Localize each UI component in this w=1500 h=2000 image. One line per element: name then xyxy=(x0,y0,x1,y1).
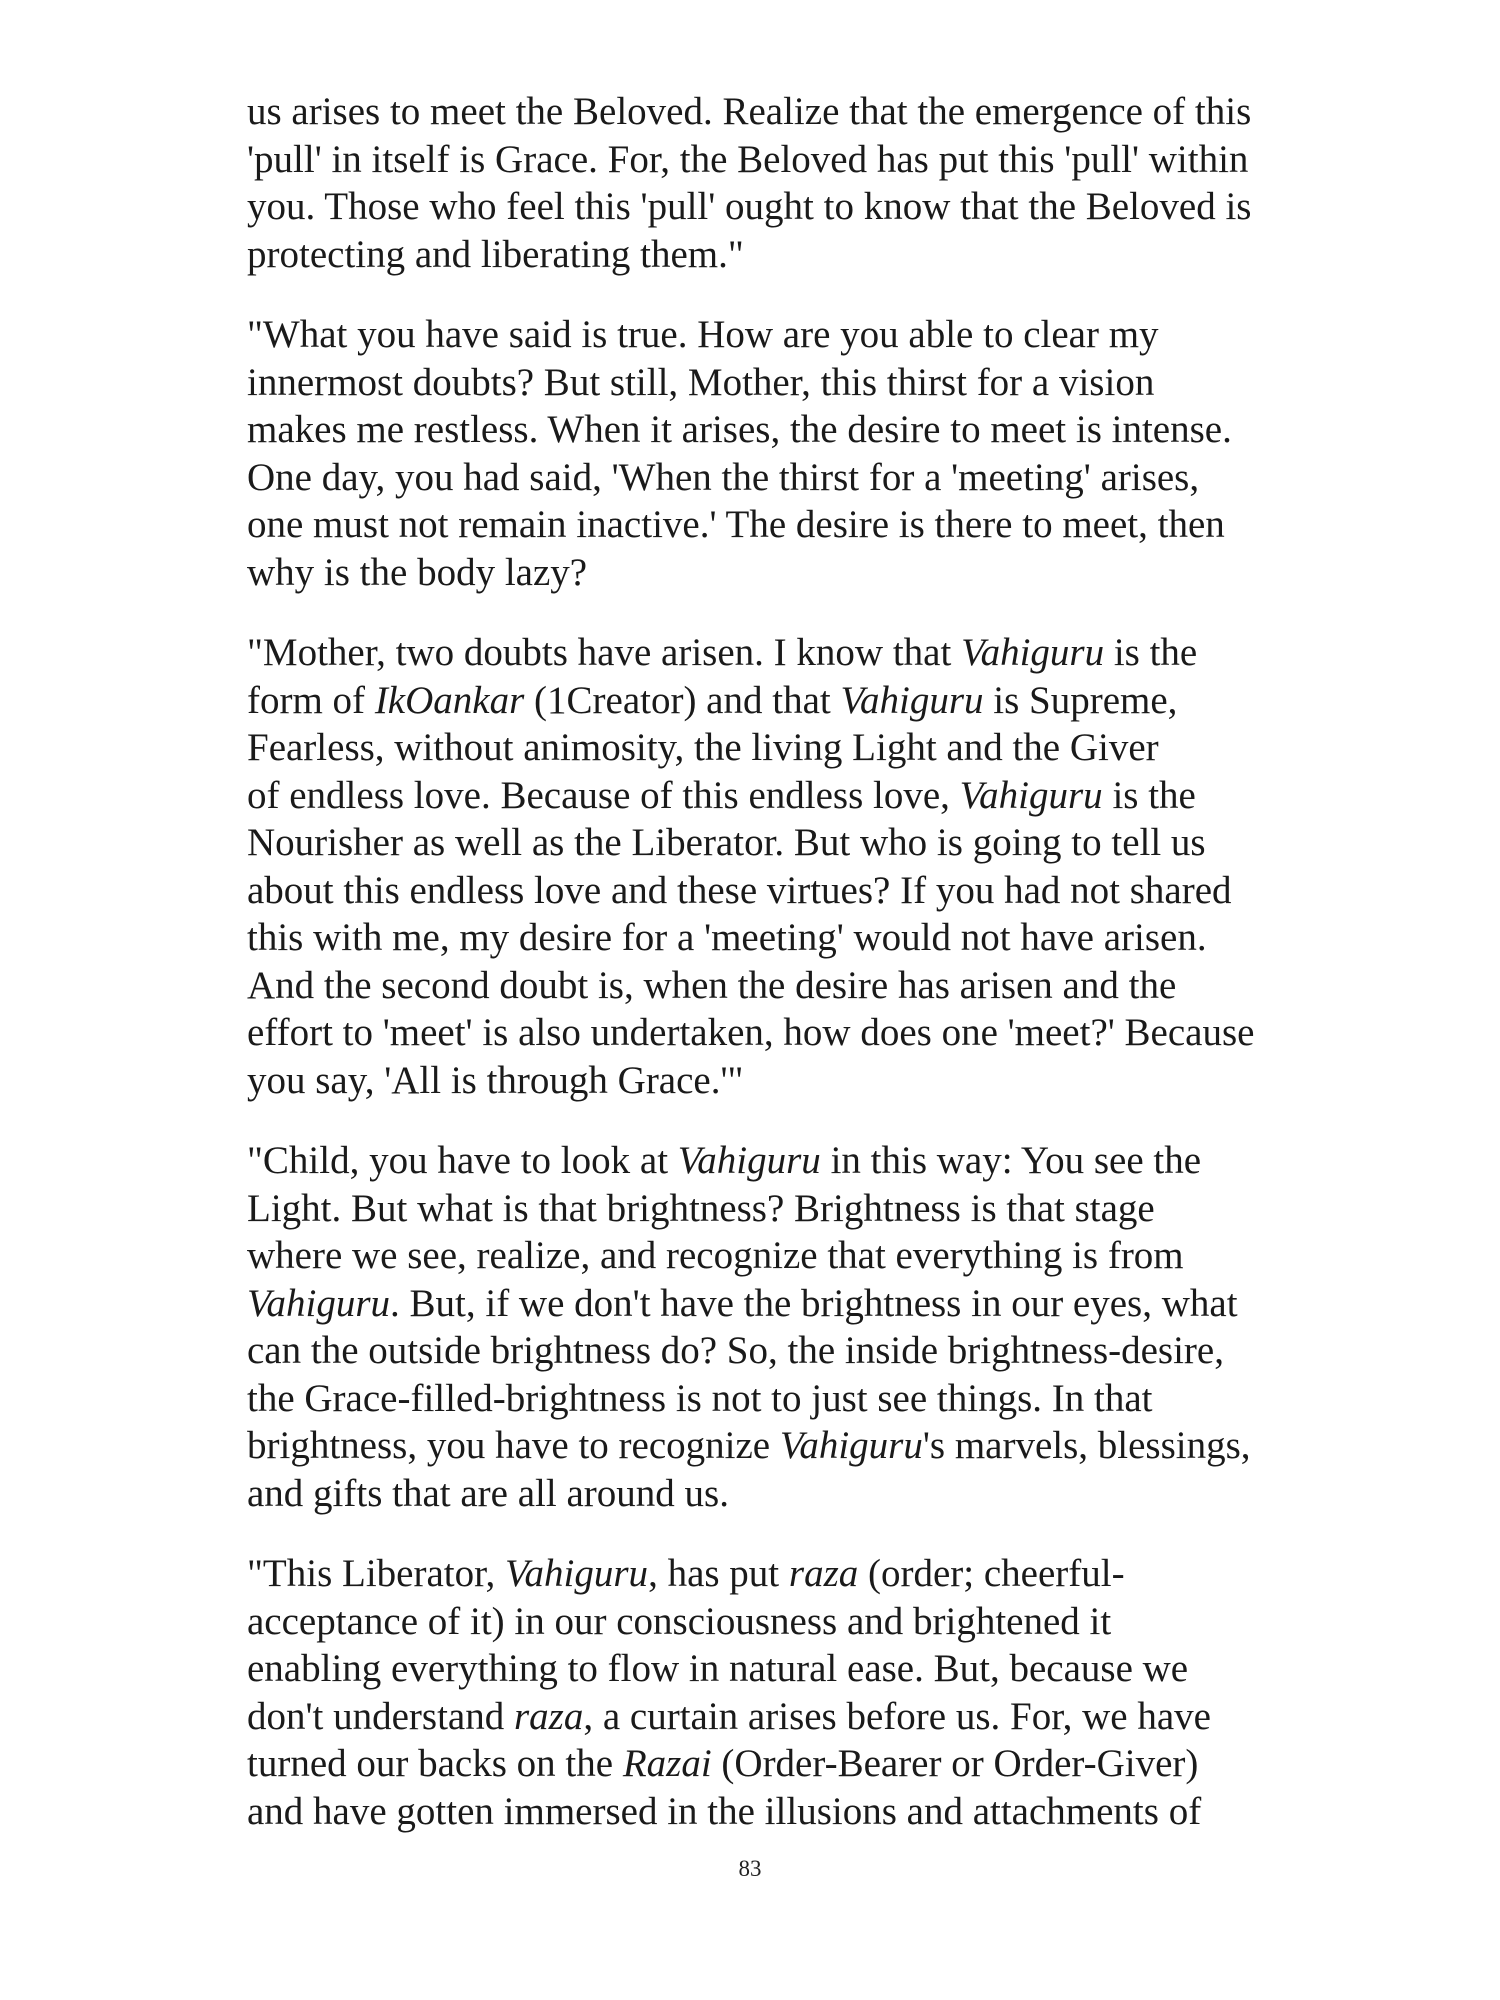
italic-term: raza xyxy=(788,1552,859,1595)
text-line xyxy=(247,88,1297,136)
text-line xyxy=(247,359,1297,407)
italic-term: IkOankar xyxy=(374,678,525,722)
text-line xyxy=(247,962,1297,1010)
text-segment: the Grace-filled-brightness is not to just see things. In that xyxy=(247,1376,1153,1420)
text-segment: Fearless, without animosity, the living Light and the Giver xyxy=(247,726,1159,769)
text-segment: (1Creator) and that xyxy=(524,678,841,722)
text-segment: , has put xyxy=(648,1552,789,1595)
text-segment: . But, if we don't have the brightness in our eyes, what xyxy=(390,1281,1238,1325)
text-line xyxy=(247,1137,1297,1185)
italic-term: Vahiguru xyxy=(961,631,1105,674)
text-segment: (order; cheerful- xyxy=(858,1552,1125,1595)
text-segment: effort to 'meet' is also undertaken, how does one 'meet?' Because xyxy=(247,1011,1255,1054)
text-line xyxy=(247,724,1297,772)
text-line xyxy=(247,1185,1297,1233)
text-segment: enabling everything to flow in natural ease. But, because we xyxy=(247,1647,1189,1690)
text-segment: innermost doubts? But still, Mother, this thirst for a vision xyxy=(247,360,1155,404)
text-segment: is the xyxy=(1104,631,1198,674)
text-segment: about this endless love and these virtues? If you had not shared xyxy=(247,868,1232,912)
text-segment: this with me, my desire for a 'meeting' would not have arisen. xyxy=(247,916,1207,959)
text-segment: and have gotten immersed in the illusions and attachments of xyxy=(247,1789,1202,1833)
text-segment: brightness, you have to recognize xyxy=(247,1424,780,1467)
italic-term: Vahiguru xyxy=(840,678,984,722)
text-segment: form of xyxy=(247,678,375,722)
text-line xyxy=(247,629,1297,677)
text-segment: you. Those who feel this 'pull' ought to know that the Beloved is xyxy=(247,185,1252,228)
text-segment: turned our backs on the xyxy=(247,1742,623,1785)
text-segment: you say, 'All is through Grace.'" xyxy=(247,1058,744,1102)
text-line xyxy=(247,1740,1297,1788)
paragraph xyxy=(247,1550,1297,1835)
italic-term: Razai xyxy=(622,1742,712,1785)
text-segment: is Supreme, xyxy=(983,678,1178,722)
text-line xyxy=(247,1375,1297,1423)
text-segment: Nourisher as well as the Liberator. But who is going to tell us xyxy=(247,821,1206,864)
text-line xyxy=(247,677,1297,725)
text-segment: is the xyxy=(1102,773,1196,817)
text-line xyxy=(247,1470,1297,1518)
text-segment: in this way: You see the xyxy=(820,1139,1202,1182)
text-line xyxy=(247,1327,1297,1375)
text-segment: (Order-Bearer or Order-Giver) xyxy=(711,1742,1199,1785)
text-segment: one must not remain inactive.' The desire is there to meet, then xyxy=(247,503,1225,546)
italic-term: Vahiguru xyxy=(779,1424,923,1467)
text-segment: don't understand xyxy=(247,1694,514,1738)
text-segment: 'pull' in itself is Grace. For, the Beloved has put this 'pull' within xyxy=(247,137,1249,181)
paragraph xyxy=(247,1137,1297,1517)
text-segment: us arises to meet the Beloved. Realize that the emergence of this xyxy=(247,90,1252,133)
text-line xyxy=(247,231,1297,279)
text-line xyxy=(247,1598,1297,1646)
text-line xyxy=(247,136,1297,184)
text-line xyxy=(247,406,1297,454)
text-line xyxy=(247,1280,1297,1328)
text-line xyxy=(247,549,1297,597)
text-line xyxy=(247,454,1297,502)
paragraph xyxy=(247,88,1297,278)
text-segment: of endless love. Because of this endless love, xyxy=(247,773,960,817)
text-segment: why is the body lazy? xyxy=(247,550,588,594)
text-segment: makes me restless. When it arises, the desire to meet is intense. xyxy=(247,408,1232,451)
paragraph xyxy=(247,629,1297,1104)
body-text xyxy=(247,88,1297,1868)
italic-term: Vahiguru xyxy=(959,773,1103,817)
text-segment: "What you have said is true. How are you able to clear my xyxy=(247,313,1159,356)
text-segment: where we see, realize, and recognize that everything is from xyxy=(247,1234,1184,1277)
text-segment: 's marvels, blessings, xyxy=(922,1424,1251,1467)
text-segment: can the outside brightness do? So, the inside brightness-desire, xyxy=(247,1329,1224,1372)
text-segment: and gifts that are all around us. xyxy=(247,1471,729,1515)
text-line xyxy=(247,819,1297,867)
text-segment: "Child, you have to look at xyxy=(247,1139,678,1182)
italic-term: Vahiguru xyxy=(247,1281,391,1325)
text-segment: acceptance of it) in our consciousness and brightened it xyxy=(247,1599,1112,1643)
text-line xyxy=(247,1645,1297,1693)
text-segment: protecting and liberating them." xyxy=(247,232,744,276)
text-line xyxy=(247,1422,1297,1470)
italic-term: Vahiguru xyxy=(505,1552,649,1595)
text-line xyxy=(247,1550,1297,1598)
text-segment: "This Liberator, xyxy=(247,1552,506,1595)
text-line xyxy=(247,1788,1297,1836)
text-line xyxy=(247,914,1297,962)
text-line xyxy=(247,1057,1297,1105)
text-line xyxy=(247,1693,1297,1741)
italic-term: Vahiguru xyxy=(677,1139,821,1182)
text-line xyxy=(247,772,1297,820)
text-line xyxy=(247,1232,1297,1280)
text-segment: Light. But what is that brightness? Brightness is that stage xyxy=(247,1186,1155,1230)
text-segment: One day, you had said, 'When the thirst for a 'meeting' arises, xyxy=(247,455,1200,499)
text-segment: , a curtain arises before us. For, we have xyxy=(583,1694,1211,1738)
text-line xyxy=(247,183,1297,231)
italic-term: raza xyxy=(513,1694,584,1738)
text-segment: "Mother, two doubts have arisen. I know that xyxy=(247,631,962,674)
text-line xyxy=(247,867,1297,915)
text-line xyxy=(247,501,1297,549)
page-number: 83 xyxy=(738,1856,762,1881)
text-segment: And the second doubt is, when the desire has arisen and the xyxy=(247,963,1177,1007)
text-line xyxy=(247,1009,1297,1057)
paragraph xyxy=(247,311,1297,596)
text-line xyxy=(247,311,1297,359)
